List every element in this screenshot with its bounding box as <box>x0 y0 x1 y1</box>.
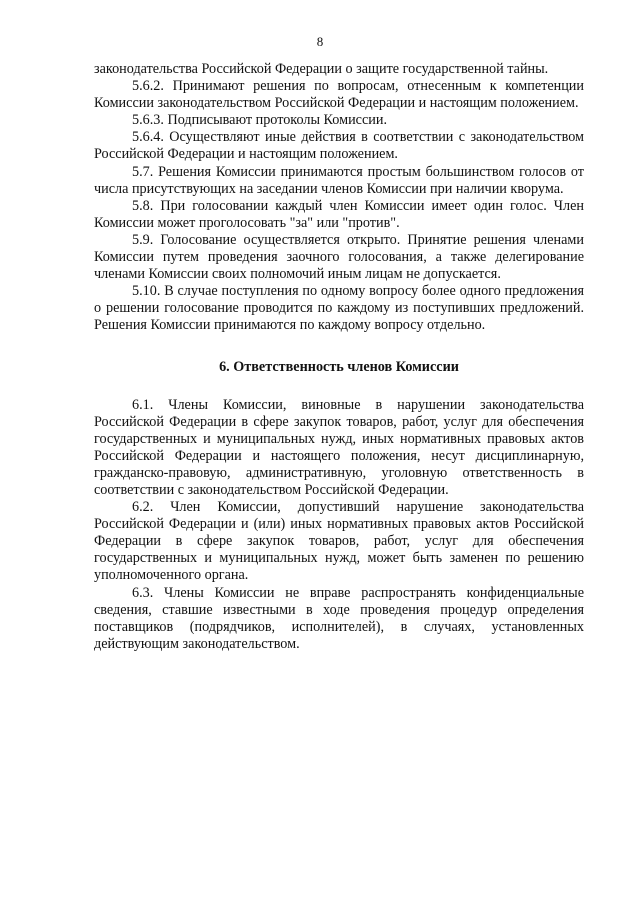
paragraph-5-6-3: 5.6.3. Подписывают протоколы Комиссии. <box>132 112 388 129</box>
paragraph-5-8: 5.8. При голосовании каждый член Комиссии имеет один голос. Член Комиссии может проголосовать "за" или "против". <box>94 197 584 231</box>
paragraph-5-9: 5.9. Голосование осуществляется открыто. Принятие решения членами Комиссии путем проведения заочного голосования, а также делегирование членами Комиссии своих полномочий иным лицам не допускается. <box>94 231 584 283</box>
section-heading: 6. Ответственность членов Комиссии <box>219 358 459 375</box>
paragraph-6-3: 6.3. Члены Комиссии не вправе распространять конфиденциальные сведения, ставшие известными в ходе проведения процедур определения поставщиков (подрядчиков, исполнителей), в случаях, установленных действующим законодательством. <box>94 584 584 652</box>
paragraph-5-10: 5.10. В случае поступления по одному вопросу более одного предложения о решении голосование проводится по каждому из поступивших предложений. Решения Комиссии принимаются по каждому вопросу отдельно. <box>94 283 584 334</box>
paragraph-6-2: 6.2. Член Комиссии, допустивший нарушение законодательства Российской Федерации и (или) иных нормативных правовых актов Российской Федерации в сфере закупок товаров, работ, услуг для обеспечения государственных и муниципальных нужд, может быть заменен по решению уполномоченного органа. <box>94 499 584 584</box>
paragraph-continuation: законодательства Российской Федерации о защите государственной тайны. <box>94 61 549 77</box>
page-number: 8 <box>316 34 324 49</box>
paragraph-5-6-2: 5.6.2. Принимают решения по вопросам, отнесенным к компетенции Комиссии законодательством Российской Федерации и настоящим положением. <box>94 78 584 112</box>
paragraph-6-1: 6.1. Члены Комиссии, виновные в нарушении законодательства Российской Федерации в сфере закупок товаров, работ, услуг для обеспечения государственных и муниципальных нужд, иных нормативных правовых актов Российской Федерации и настоящего положения, несут дисциплинарную, гражданско-правовую, административную, уголовную ответственность в соответствии с законодательством Российской Федерации. <box>94 396 584 498</box>
paragraph-5-6-4: 5.6.4. Осуществляют иные действия в соответствии с законодательством Российской Федерации и настоящим положением. <box>94 129 584 163</box>
document-body <box>94 61 584 653</box>
paragraph-5-7: 5.7. Решения Комиссии принимаются простым большинством голосов от числа присутствующих на заседании членов Комиссии при наличии кворума. <box>94 163 584 197</box>
